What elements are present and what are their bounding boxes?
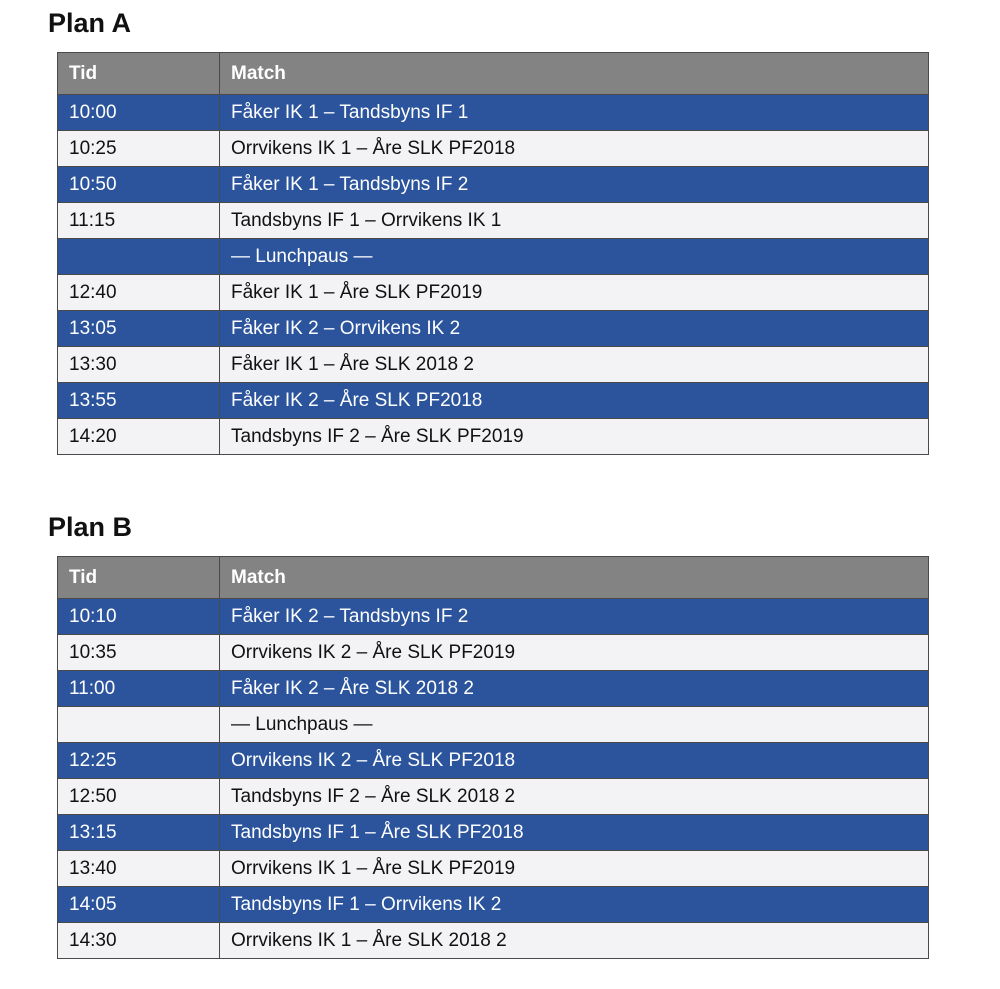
- table-row: [58, 851, 929, 887]
- table-row: [58, 347, 929, 383]
- time-cell: 13:30: [58, 347, 220, 383]
- table-row: [58, 419, 929, 455]
- match-cell: — Lunchpaus —: [220, 707, 929, 743]
- table-row: [58, 743, 929, 779]
- lunch-break-row: [58, 239, 929, 275]
- match-cell: Fåker IK 1 – Åre SLK PF2019: [220, 275, 929, 311]
- plan-a-title: Plan A: [48, 8, 132, 38]
- match-cell: Orrvikens IK 1 – Åre SLK PF2019: [220, 851, 929, 887]
- table-row: [58, 779, 929, 815]
- plan-b-title: Plan B: [48, 512, 133, 542]
- time-cell: [58, 707, 220, 743]
- table-row: [58, 599, 929, 635]
- time-cell: 14:20: [58, 419, 220, 455]
- table-row: [58, 203, 929, 239]
- time-cell: 14:30: [58, 923, 220, 959]
- match-cell: Tandsbyns IF 1 – Orrvikens IK 1: [220, 203, 929, 239]
- match-cell: Tandsbyns IF 2 – Åre SLK 2018 2: [220, 779, 929, 815]
- match-cell: Fåker IK 1 – Åre SLK 2018 2: [220, 347, 929, 383]
- match-cell: Tandsbyns IF 1 – Åre SLK PF2018: [220, 815, 929, 851]
- column-header-time: Tid: [58, 53, 220, 95]
- time-cell: [58, 239, 220, 275]
- time-cell: 13:15: [58, 815, 220, 851]
- column-header-match: Match: [220, 557, 929, 599]
- match-cell: — Lunchpaus —: [220, 239, 929, 275]
- table-row: [58, 131, 929, 167]
- table-row: [58, 635, 929, 671]
- time-cell: 11:00: [58, 671, 220, 707]
- time-cell: 12:40: [58, 275, 220, 311]
- table-row: [58, 887, 929, 923]
- match-cell: Orrvikens IK 2 – Åre SLK PF2018: [220, 743, 929, 779]
- time-cell: 10:00: [58, 95, 220, 131]
- match-cell: Tandsbyns IF 2 – Åre SLK PF2019: [220, 419, 929, 455]
- time-cell: 10:25: [58, 131, 220, 167]
- column-header-match: Match: [220, 53, 929, 95]
- table-row: [58, 167, 929, 203]
- time-cell: 10:35: [58, 635, 220, 671]
- time-cell: 12:50: [58, 779, 220, 815]
- table-row: [58, 671, 929, 707]
- table-header-row: [58, 557, 929, 599]
- table-row: [58, 383, 929, 419]
- time-cell: 11:15: [58, 203, 220, 239]
- plan-b-schedule-table: [57, 556, 929, 959]
- match-cell: Fåker IK 1 – Tandsbyns IF 2: [220, 167, 929, 203]
- table-row: [58, 923, 929, 959]
- table-row: [58, 275, 929, 311]
- time-cell: 13:05: [58, 311, 220, 347]
- match-cell: Orrvikens IK 1 – Åre SLK 2018 2: [220, 923, 929, 959]
- plan-a-schedule-table: [57, 52, 929, 455]
- match-cell: Fåker IK 2 – Tandsbyns IF 2: [220, 599, 929, 635]
- time-cell: 10:50: [58, 167, 220, 203]
- match-cell: Tandsbyns IF 1 – Orrvikens IK 2: [220, 887, 929, 923]
- time-cell: 12:25: [58, 743, 220, 779]
- time-cell: 13:40: [58, 851, 220, 887]
- match-cell: Fåker IK 2 – Åre SLK 2018 2: [220, 671, 929, 707]
- table-row: [58, 815, 929, 851]
- match-cell: Orrvikens IK 2 – Åre SLK PF2019: [220, 635, 929, 671]
- time-cell: 10:10: [58, 599, 220, 635]
- match-cell: Fåker IK 2 – Orrvikens IK 2: [220, 311, 929, 347]
- column-header-time: Tid: [58, 557, 220, 599]
- match-cell: Fåker IK 1 – Tandsbyns IF 1: [220, 95, 929, 131]
- table-row: [58, 311, 929, 347]
- lunch-break-row: [58, 707, 929, 743]
- table-row: [58, 95, 929, 131]
- time-cell: 13:55: [58, 383, 220, 419]
- match-cell: Orrvikens IK 1 – Åre SLK PF2018: [220, 131, 929, 167]
- table-header-row: [58, 53, 929, 95]
- time-cell: 14:05: [58, 887, 220, 923]
- match-cell: Fåker IK 2 – Åre SLK PF2018: [220, 383, 929, 419]
